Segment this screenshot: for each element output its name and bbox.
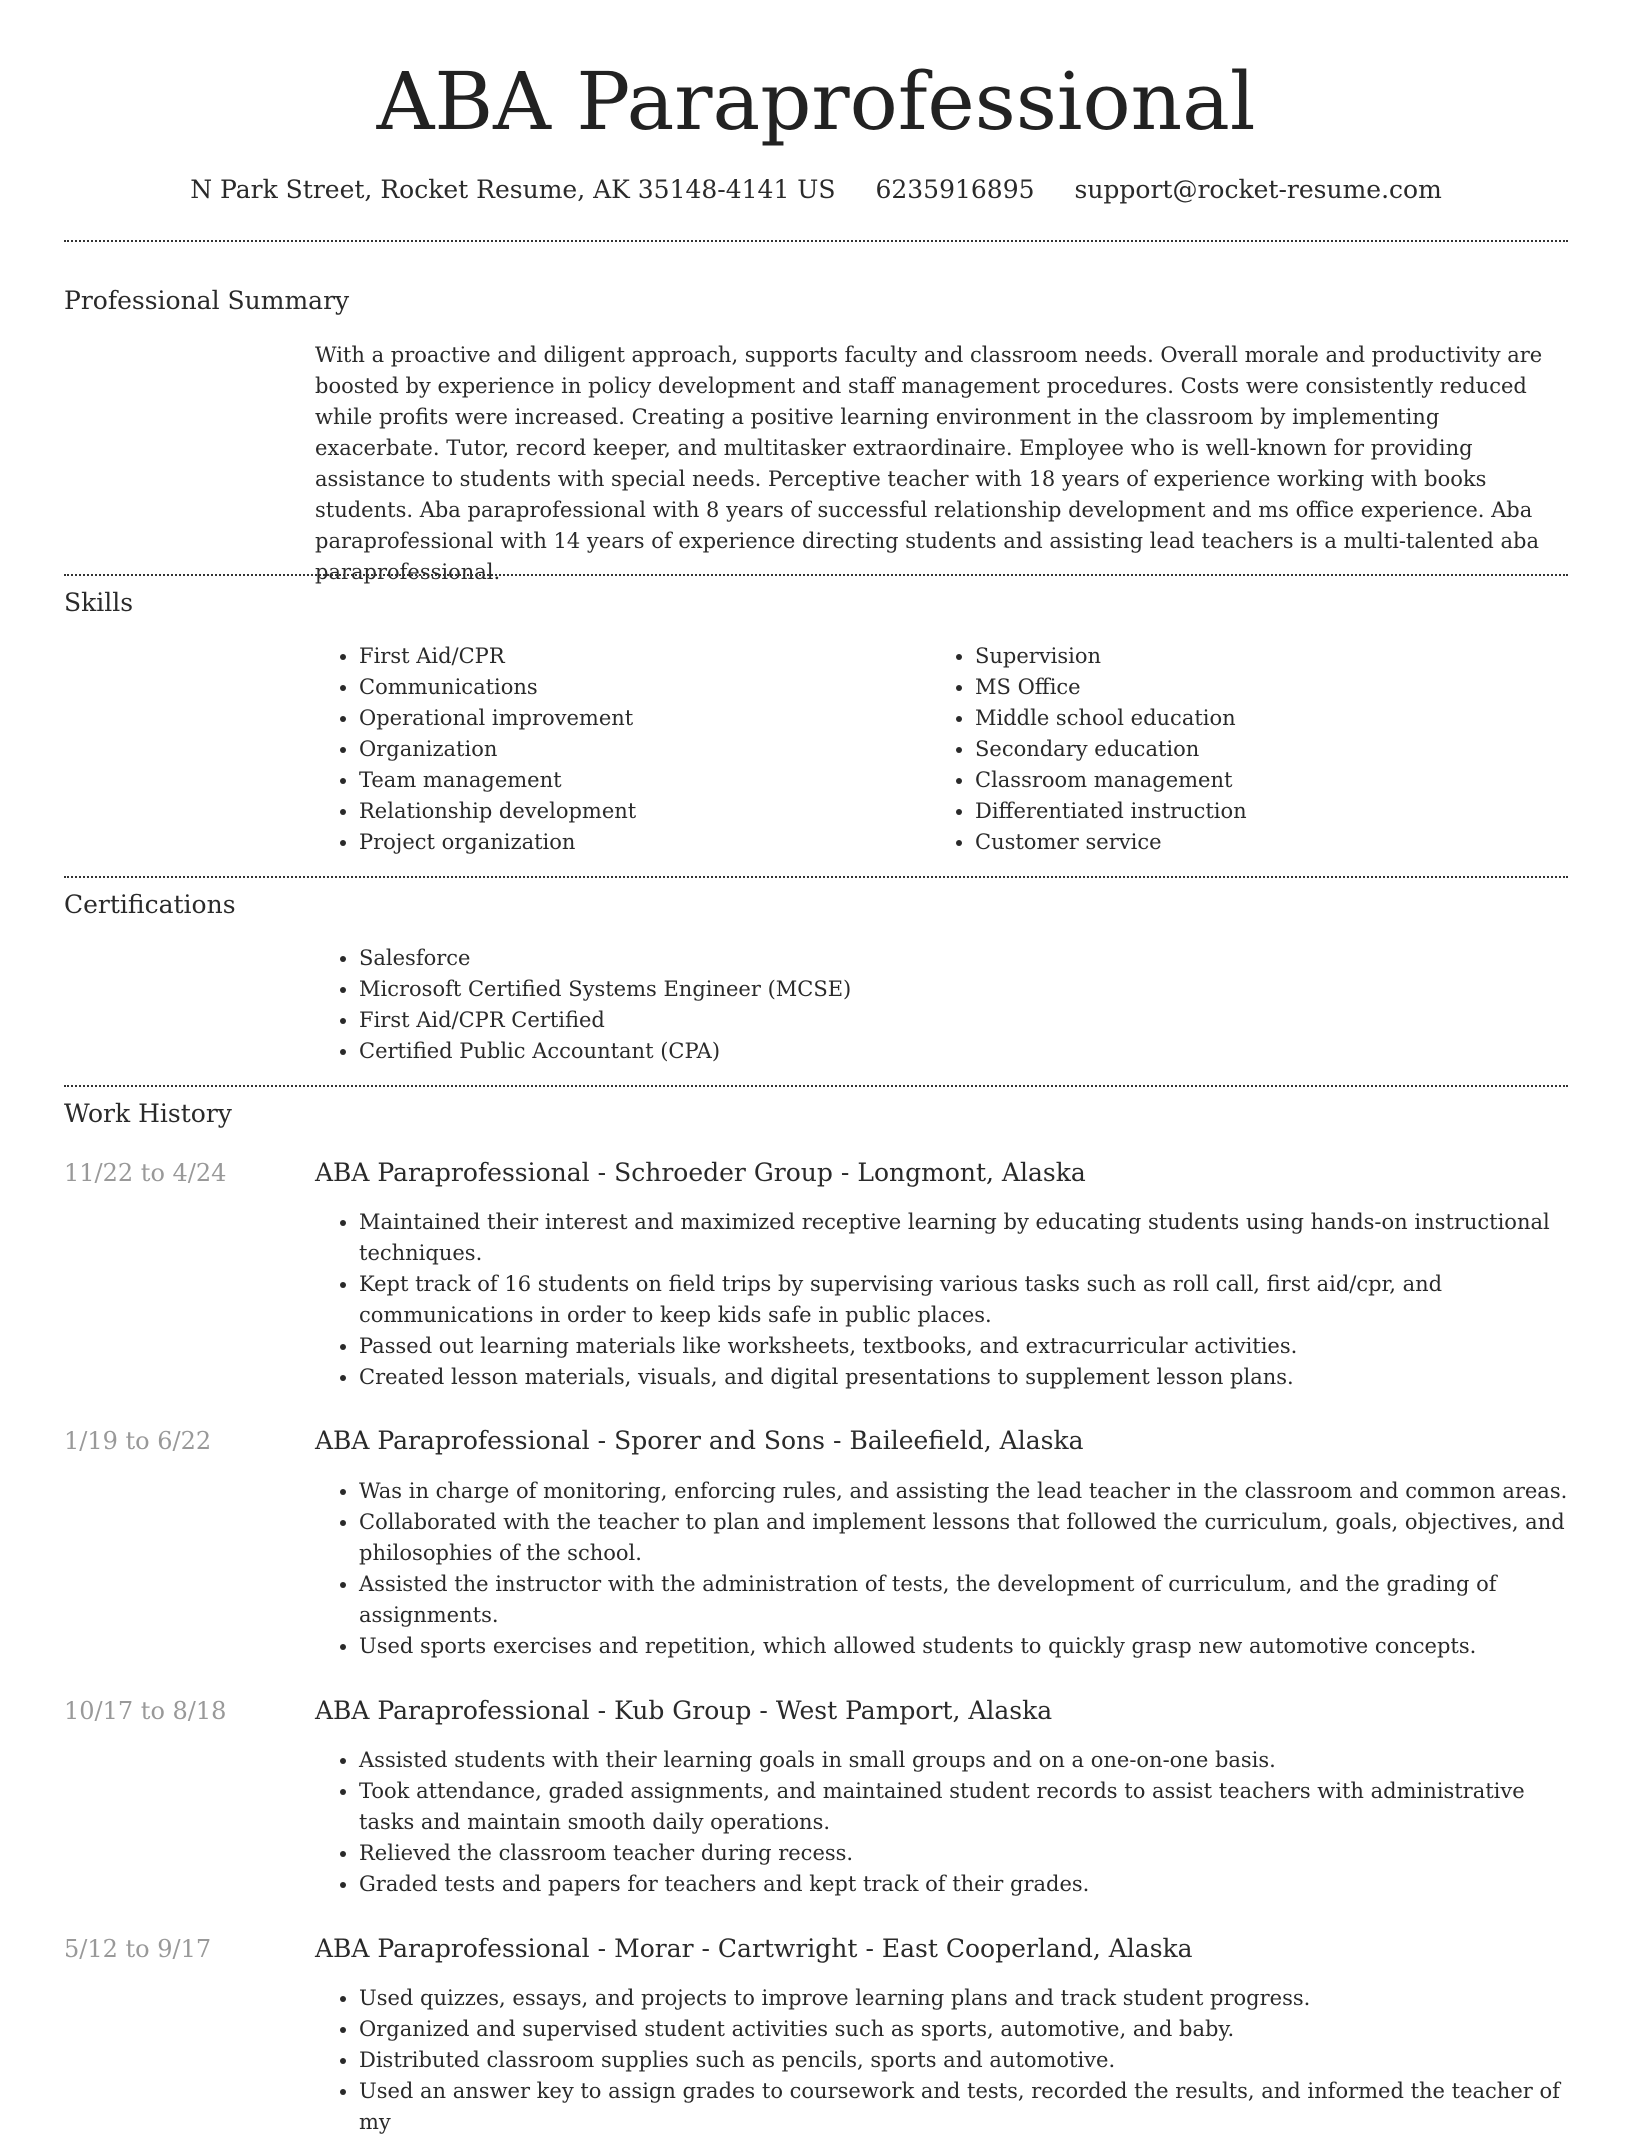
job-separator: - (597, 1158, 607, 1187)
section-divider (64, 240, 1568, 242)
certification-item: • Certified Public Accountant (CPA) (359, 1036, 1559, 1067)
job-separator: - (597, 1696, 607, 1725)
certification-item: • First Aid/CPR Certified (359, 1005, 1559, 1036)
section-title-certifications: Certifications (64, 890, 236, 919)
skill-item: • First Aid/CPR (359, 641, 919, 672)
job-dates: 1/19 to 6/22 (64, 1427, 212, 1455)
job-bullets (315, 1207, 1569, 1393)
skill-item: • Communications (359, 672, 919, 703)
job-location: Baileefield, Alaska (849, 1426, 1084, 1455)
job-bullet: • Assisted the instructor with the administration of tests, the development of curriculum, and the grading of assignments. (359, 1569, 1569, 1631)
job-bullet: • Maintained their interest and maximized receptive learning by educating students using hands-on instructional techniques. (359, 1207, 1569, 1269)
skills-list-right (931, 641, 1575, 858)
job-location: Longmont, Alaska (857, 1158, 1086, 1187)
job-location: East Cooperland, Alaska (881, 1934, 1193, 1963)
job-bullet: • Used quizzes, essays, and projects to improve learning plans and track student progress. (359, 1983, 1569, 2014)
skill-item: • Organization (359, 734, 919, 765)
job-bullet: • Graded tests and papers for teachers and kept track of their grades. (359, 1869, 1569, 1900)
job-bullet: • Assisted students with their learning goals in small groups and on a one-on-one basis. (359, 1745, 1569, 1776)
job-bullet: • Distributed classroom supplies such as pencils, sports and automotive. (359, 2045, 1569, 2076)
job-company: Schroeder Group (614, 1158, 833, 1187)
section-divider (64, 1085, 1568, 1087)
job-bullets (315, 1983, 1569, 2134)
skill-item: • Supervision (975, 641, 1575, 672)
job-dates: 10/17 to 8/18 (64, 1697, 227, 1725)
skill-item: • Classroom management (975, 765, 1575, 796)
certification-item: • Microsoft Certified Systems Engineer (MCSE) (359, 974, 1559, 1005)
skill-item: • Differentiated instruction (975, 796, 1575, 827)
candidate-name: ABA Paraprofessional (376, 55, 1256, 148)
job-position: ABA Paraprofessional (315, 1934, 590, 1963)
job-heading (315, 1423, 1084, 1459)
job-bullet: • Organized and supervised student activities such as sports, automotive, and baby. (359, 2014, 1569, 2045)
job-bullet: • Used sports exercises and repetition, which allowed students to quickly grasp new automotive concepts. (359, 1631, 1569, 1662)
skill-item: • MS Office (975, 672, 1575, 703)
contact-line (64, 170, 1568, 210)
skill-item: • Team management (359, 765, 919, 796)
section-divider (64, 574, 1568, 576)
contact-phone: 6235916895 (875, 175, 1035, 204)
job-bullet: • Created lesson materials, visuals, and digital presentations to supplement lesson plans. (359, 1362, 1569, 1393)
job-bullet: • Used an answer key to assign grades to coursework and tests, recorded the results, and informed the teacher of my (359, 2076, 1569, 2138)
job-location: West Pamport, Alaska (775, 1696, 1053, 1725)
job-separator: - (597, 1426, 607, 1455)
job-separator: - (597, 1934, 607, 1963)
job-bullet: • Passed out learning materials like worksheets, textbooks, and extracurricular activities. (359, 1331, 1569, 1362)
section-title-work-history: Work History (64, 1099, 232, 1128)
job-dates: 11/22 to 4/24 (64, 1159, 227, 1187)
job-separator: - (840, 1158, 850, 1187)
skill-item: • Operational improvement (359, 703, 919, 734)
job-bullet: • Collaborated with the teacher to plan and implement lessons that followed the curriculum, goals, objectives, and philosophies of the school. (359, 1507, 1569, 1569)
job-position: ABA Paraprofessional (315, 1158, 590, 1187)
section-title-summary: Professional Summary (64, 286, 350, 315)
skill-item: • Project organization (359, 827, 919, 858)
job-company: Morar - Cartwright (614, 1934, 858, 1963)
skill-item: • Secondary education (975, 734, 1575, 765)
contact-address: N Park Street, Rocket Resume, AK 35148-4141 US (190, 175, 836, 204)
job-separator: - (759, 1696, 768, 1725)
section-divider (64, 876, 1568, 878)
job-dates: 5/12 to 9/17 (64, 1935, 212, 1963)
job-heading (315, 1931, 1193, 1967)
summary-text: With a proactive and diligent approach, supports faculty and classroom needs. Overall morale and productivity are boosted by experience in policy development and staff management procedures. Costs were consistently reduced while profits were increased. Creating a positive learning environment in the classroom by implementing exacerbate. Tutor, record keeper, and multitasker extraordinaire. Employee who is well-known for providing assistance to students with special needs. Perceptive teacher with 18 years of experience working with books students. Aba paraprofessional with 8 years of successful relationship development and ms office experience. Aba paraprofessional with 14 years of experience directing students and assisting lead teachers is a multi-talented aba paraprofessional. (315, 343, 1543, 584)
job-heading (315, 1155, 1086, 1191)
certifications-list (315, 943, 1559, 1067)
job-bullets (315, 1745, 1569, 1900)
skill-item: • Middle school education (975, 703, 1575, 734)
job-bullet: • Took attendance, graded assignments, and maintained student records to assist teachers with administrative tasks and maintain smooth daily operations. (359, 1776, 1569, 1838)
job-company: Kub Group (614, 1696, 752, 1725)
job-bullet: • Kept track of 16 students on field trips by supervising various tasks such as roll call, first aid/cpr, and communications in order to keep kids safe in public places. (359, 1269, 1569, 1331)
skills-list-left (315, 641, 919, 858)
certification-item: • Salesforce (359, 943, 1559, 974)
job-bullet: • Was in charge of monitoring, enforcing rules, and assisting the lead teacher in the classroom and common areas. (359, 1476, 1569, 1507)
contact-email[interactable]: support@rocket-resume.com (1074, 175, 1442, 204)
job-company: Sporer and Sons (614, 1426, 825, 1455)
skill-item: • Customer service (975, 827, 1575, 858)
section-title-skills: Skills (64, 588, 134, 617)
job-heading (315, 1693, 1052, 1729)
job-position: ABA Paraprofessional (315, 1696, 590, 1725)
skill-item: • Relationship development (359, 796, 919, 827)
job-bullets (315, 1476, 1569, 1662)
job-separator: - (833, 1426, 842, 1455)
job-bullet: • Relieved the classroom teacher during recess. (359, 1838, 1569, 1869)
job-position: ABA Paraprofessional (315, 1426, 590, 1455)
job-separator: - (865, 1934, 874, 1963)
